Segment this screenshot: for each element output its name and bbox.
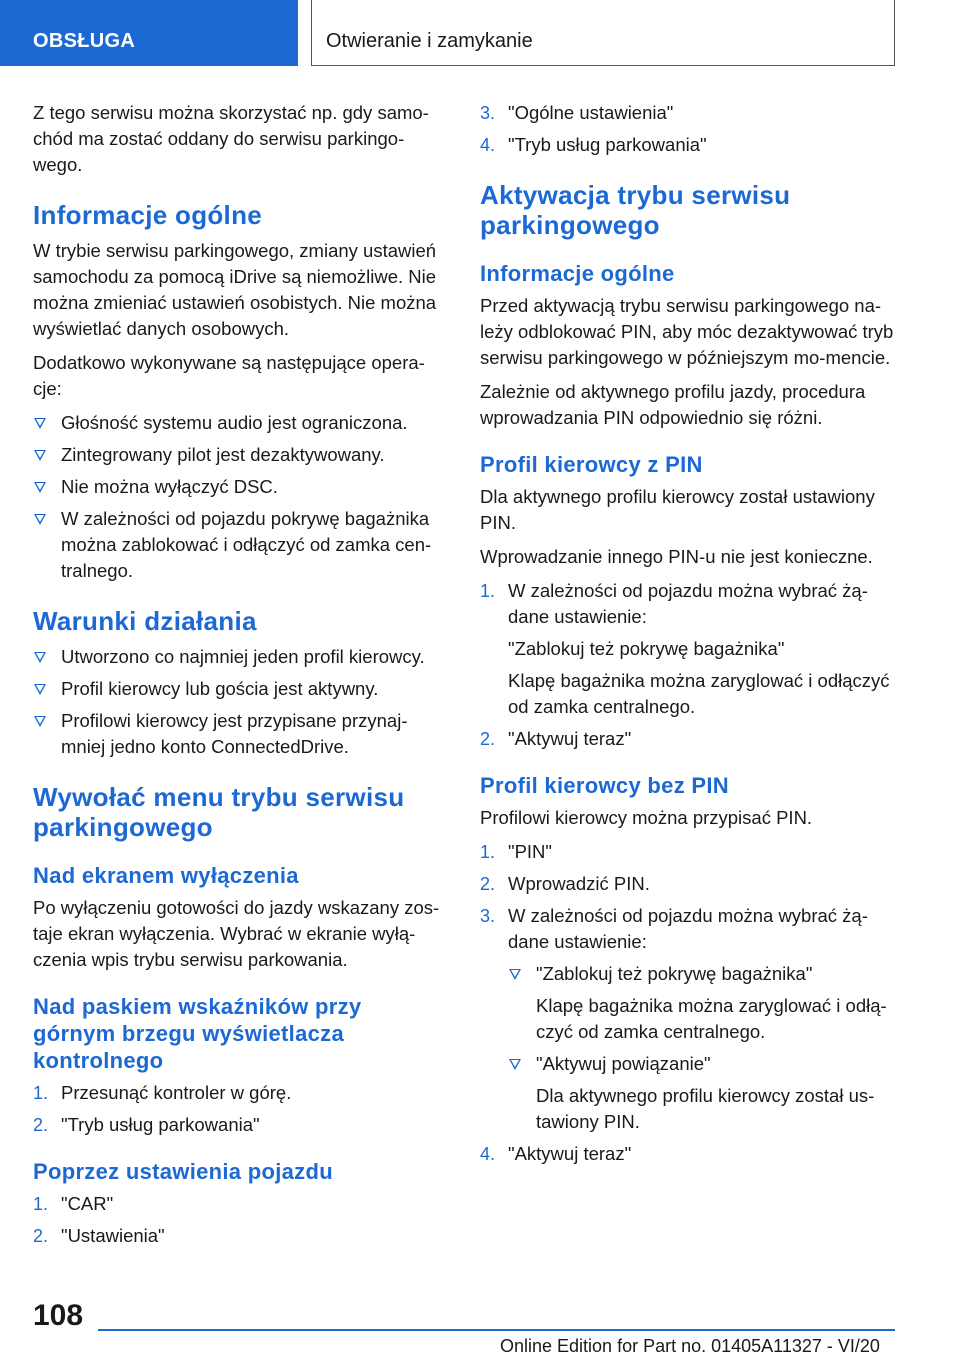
- left-column: [33, 100, 448, 1255]
- subheading-above-off-screen: Nad ekranem wyłączenia: [33, 863, 299, 888]
- list-item: Utworzono co najmniej jeden profil kierowcy.: [33, 644, 448, 670]
- conditions-bullet-list: [33, 644, 448, 760]
- step-item: 1. "CAR": [33, 1193, 114, 1214]
- step-item: 3. "Ogólne ustawienia": [480, 102, 674, 123]
- right-column: [480, 100, 895, 1173]
- without-pin-steps: [480, 839, 895, 1167]
- heading-activation: Aktywacja trybu serwisu parkingowego: [480, 180, 791, 240]
- step-item: 4. "Tryb usług parkowania": [480, 134, 707, 155]
- info-paragraph: Zależnie od aktywnego profilu jazdy, procedura wprowadzania PIN odpowiednio się różni.: [480, 381, 866, 428]
- list-item: W zależności od pojazdu pokrywę bagażnika można zablokować i odłączyć od zamka cen-tralnego.: [33, 506, 448, 584]
- info-paragraph: W trybie serwisu parkingowego, zmiany ustawień samochodu za pomocą iDrive są niemożliwe. Nie można zmieniać ustawień osobistych. Nie można wyświetlać danych osobowych.: [33, 240, 437, 339]
- without-pin-paragraph: Profilowi kierowcy można przypisać PIN.: [480, 807, 813, 828]
- subheading-profile-without-pin: Profil kierowcy bez PIN: [480, 773, 729, 798]
- step-item: 2. "Tryb usług parkowania": [33, 1114, 260, 1135]
- settings-steps-continued: [480, 100, 895, 158]
- page-number: 108: [33, 1299, 84, 1332]
- section-tab: OBSŁUGA: [0, 0, 298, 66]
- heading-conditions: Warunki działania: [33, 606, 257, 636]
- bullet-triangle-icon: [34, 450, 46, 461]
- list-item: Profilowi kierowcy jest przypisane przynaj-mniej jedno konto ConnectedDrive.: [33, 708, 448, 760]
- step-item: 1. "PIN": [480, 841, 552, 862]
- step-item: 3. W zależności od pojazdu można wybrać żą-dane ustawienie: "Zablokuj też pokrywę bagażnika" Klapę bagażnika można zaryglować i odłą-czyć od zamka centralnego. "Aktywuj powiązanie" Dla aktywnego profilu kierowcy został us-tawiony PIN.: [480, 903, 895, 1135]
- list-item: Nie można wyłączyć DSC.: [33, 474, 448, 500]
- edition-line: Online Edition for Part no. 01405A11327 - VI/20: [500, 1336, 880, 1356]
- list-item: "Zablokuj też pokrywę bagażnika" Klapę bagażnika można zaryglować i odłą-czyć od zamka centralnego.: [508, 961, 895, 1045]
- step-item: 2. "Aktywuj teraz": [480, 728, 632, 749]
- above-off-paragraph: Po wyłączeniu gotowości do jazdy wskazany zos-taje ekran wyłączenia. Wybrać w ekranie wyłą-czenia wpis trybu serwisu parkowania.: [33, 897, 440, 970]
- bullet-triangle-icon: [34, 482, 46, 493]
- chapter-title: Otwieranie i zamykanie: [311, 0, 895, 66]
- heading-general-info: Informacje ogólne: [33, 200, 263, 230]
- list-item: Zintegrowany pilot jest dezaktywowany.: [33, 442, 448, 468]
- step-item: 2. "Ustawienia": [33, 1225, 165, 1246]
- bullet-triangle-icon: [509, 1059, 521, 1070]
- above-bar-steps: [33, 1080, 448, 1138]
- bullet-triangle-icon: [34, 514, 46, 525]
- step-note: Klapę bagażnika można zaryglować i odłączyć od zamka centralnego.: [508, 670, 890, 717]
- bullet-triangle-icon: [34, 418, 46, 429]
- subheading-general-info: Informacje ogólne: [480, 261, 675, 286]
- bullet-note: Dla aktywnego profilu kierowcy został us-tawiony PIN.: [536, 1085, 875, 1132]
- heading-call-menu: Wywołać menu trybu serwisu parkingowego: [33, 782, 405, 842]
- bullet-triangle-icon: [34, 716, 46, 727]
- nested-bullet-list: [508, 961, 895, 1135]
- subheading-profile-with-pin: Profil kierowcy z PIN: [480, 452, 703, 477]
- step-item: 1. Przesunąć kontroler w górę.: [33, 1082, 292, 1103]
- info-paragraph: Przed aktywacją trybu serwisu parkingowego na-leży odblokować PIN, aby móc dezaktywować tryb serwisu parkingowego w późniejszym mo-mencie.: [480, 295, 894, 368]
- info-bullet-list: [33, 410, 448, 584]
- settings-steps: [33, 1191, 448, 1249]
- step-option: "Zablokuj też pokrywę bagażnika": [508, 638, 785, 659]
- footer-divider: [98, 1329, 895, 1331]
- step-item: 1. W zależności od pojazdu można wybrać żą-dane ustawienie: "Zablokuj też pokrywę bagażnika" Klapę bagażnika można zaryglować i odłączyć od zamka centralnego.: [480, 578, 895, 720]
- subheading-above-status-bar: Nad paskiem wskaźników przy górnym brzegu wyświetlacza kontrolnego: [33, 994, 362, 1073]
- with-pin-steps: [480, 578, 895, 752]
- bullet-triangle-icon: [509, 969, 521, 980]
- bullet-triangle-icon: [34, 684, 46, 695]
- intro-paragraph: Z tego serwisu można skorzystać np. gdy samo-chód ma zostać oddany do serwisu parkingo-wego.: [33, 102, 429, 175]
- list-item: Głośność systemu audio jest ograniczona.: [33, 410, 448, 436]
- bullet-triangle-icon: [34, 652, 46, 663]
- subheading-vehicle-settings: Poprzez ustawienia pojazdu: [33, 1159, 333, 1184]
- bullet-note: Klapę bagażnika można zaryglować i odłą-czyć od zamka centralnego.: [536, 995, 887, 1042]
- step-item: 2. Wprowadzić PIN.: [480, 873, 650, 894]
- page-header: [0, 0, 960, 66]
- with-pin-paragraph: Wprowadzanie innego PIN-u nie jest konieczne.: [480, 546, 873, 567]
- with-pin-paragraph: Dla aktywnego profilu kierowcy został ustawiony PIN.: [480, 486, 875, 533]
- list-item: Profil kierowcy lub gościa jest aktywny.: [33, 676, 448, 702]
- list-item: "Aktywuj powiązanie" Dla aktywnego profilu kierowcy został us-tawiony PIN.: [508, 1051, 895, 1135]
- step-item: 4. "Aktywuj teraz": [480, 1143, 632, 1164]
- info-paragraph: Dodatkowo wykonywane są następujące opera-cje:: [33, 352, 425, 399]
